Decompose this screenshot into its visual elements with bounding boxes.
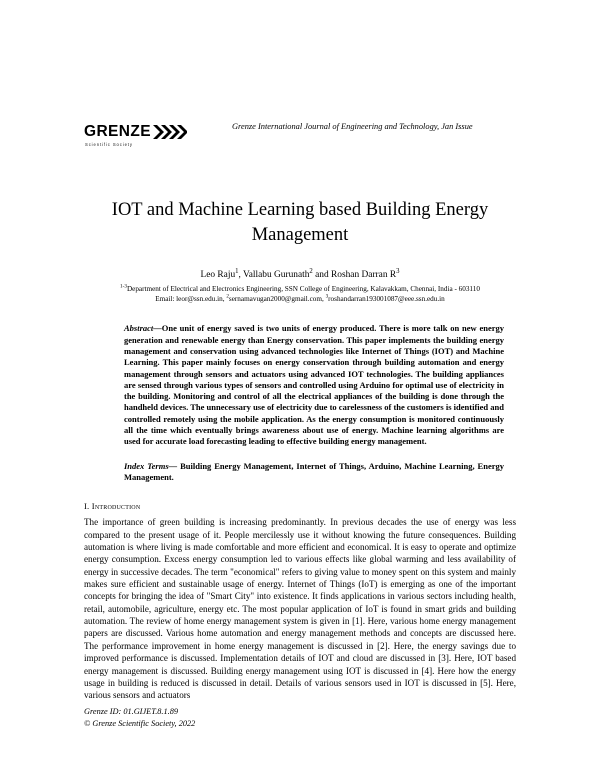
- logo-subtext: Scientific Society: [85, 142, 133, 147]
- introduction-paragraph: The importance of green building is increasing predominantly. In previous decades the use of energy was less compared to the present usage of it. People mercilessly use it without knowing the future consequences. Building automation is where living is made comfortable and more efficient and economical. It is easy to operate and optimize energy consumption. Excess energy consumption led to various effects like global warming and less availability of energy in successive decades. The term "economical" refers to giving value to money spent on this system and mainly makes sure efficient and sustainable usage of energy. Internet of Things (IoT) is emerging as one of the important concepts for bringing the idea of "Smart City" into existence. It finds applications in various sectors including health, retail, automobile, agriculture, energy etc. The most popular application of IoT is found in smart grids and building automation. The review of home energy management system is given in [1]. Here, various home energy management papers are discussed. Various home automation and energy management methods and concepts are discussed here. The performance improvement in home energy management is discussed in [2]. Here, the energy savings due to improved performance is discussed. Implementation details of IOT and cloud are discussed in [3]. Here, IOT based energy management is discussed. Building energy management using IOT is discussed in [4]. Here how the energy usage in building is reduced is discussed in detail. Details of various sensors used in IOT is discussed in [5]. Here, various sensors and actuators: [84, 517, 516, 701]
- page-title: IOT and Machine Learning based Building Energy Management: [111, 200, 489, 245]
- logo-main: [84, 124, 187, 140]
- chevron-arrows-icon: [153, 124, 187, 140]
- abstract-paragraph: [124, 323, 504, 447]
- page-footer: [84, 706, 516, 730]
- section-title: Introduction: [91, 501, 141, 512]
- index-terms-paragraph: [124, 461, 504, 484]
- footer-paper-id: Grenze ID: 01.GIJET.8.1.89: [84, 706, 179, 716]
- author-list: Leo Raju$^1$, Vallabu Gurunath$^2$ and Roshan Darran $R^3$: [200, 267, 400, 280]
- footer-copyright: © Grenze Scientific Society, 2022: [84, 718, 196, 728]
- index-terms-text: Building Energy Management, Internet of Things, Arduino, Machine Learning, Energy Management.: [124, 460, 504, 482]
- affiliation-line-2: Email: leor@ssn.edu.in, $^2$sernamavugan2000@gmail.com, $^3$roshandarran193001087@eee.ssn.edu.in: [155, 293, 445, 303]
- grenze-logo: [84, 120, 206, 147]
- section-heading: [84, 501, 516, 511]
- paper-content: [84, 120, 516, 702]
- abstract-label: Abstract—: [124, 323, 162, 334]
- journal-header-line: Grenze International Journal of Engineering and Technology, Jan Issue: [232, 122, 473, 131]
- abstract-text: One unit of energy saved is two units of energy produced. There is more talk on new energy generation and renewable energy than Energy conservation. This paper implements the building energy management and conservation using advanced technologies like Internet of Things (IOT) and Machine Learning. This paper mainly focuses on energy conservation through building automation and energy management through sensors and actuators using advanced IOT technologies. The building appliances are sensed through various types of sensors and controlled using Arduino for optimal use of electricity in the building. Monitoring and control of all the electrical appliances of the building is done through the handheld devices. The unnecessary use of electricity due to carelessness of the customers is identified and controlled remotely using the mobile application. As the energy consumption is monitored continuously all the time which eventually brings awareness about use of energy. Machine learning algorithms are used for accurate load forecasting leading to effective building energy management.: [124, 323, 504, 447]
- logo-wordmark: GRENZE: [84, 123, 151, 141]
- section-number: I.: [84, 501, 90, 512]
- affiliation-line-1: $^{1-3}$Department of Electrical and Electronics Engineering, SSN College of Engineering, Kalavakkam, Chennai, India - 603110: [120, 283, 480, 293]
- affiliation-block: [84, 285, 516, 304]
- index-terms-label: Index Terms—: [124, 460, 178, 471]
- page-header: [84, 120, 516, 164]
